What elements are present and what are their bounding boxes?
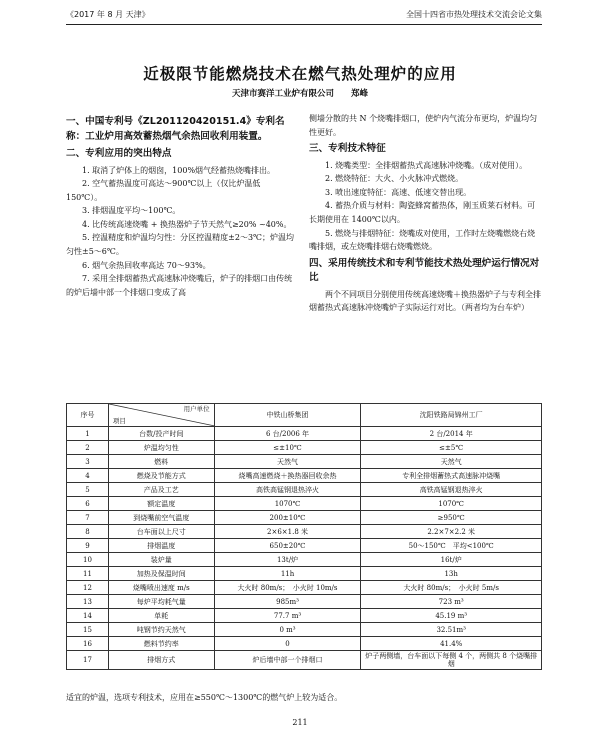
feature-item: 7. 采用全排烟蓄热式高速脉冲烧嘴后，炉子的排烟口由传统的炉后墙中部一个排烟口变成了高 bbox=[66, 274, 293, 297]
cell-no: 1 bbox=[67, 427, 109, 441]
table-row bbox=[67, 511, 542, 525]
cell-no: 8 bbox=[67, 525, 109, 539]
cell-item: 台数/投产时间 bbox=[108, 427, 214, 441]
table-row bbox=[67, 623, 542, 637]
cell-no: 11 bbox=[67, 567, 109, 581]
section-heading-1: 一、中国专利号《ZL201120420151.4》专利名称：工业炉用高效蓄热烟气余热回收利用装置。 bbox=[66, 116, 285, 142]
feature-item: 1. 烧嘴类型：全排烟蓄热式高速脉冲烧嘴。（成对使用）。 bbox=[325, 160, 528, 170]
cell-a: 大火时 80m/s； 小火时 10m/s bbox=[214, 581, 361, 595]
table-row bbox=[67, 525, 542, 539]
header-seq: 序号 bbox=[67, 404, 109, 427]
comparison-table bbox=[66, 403, 542, 670]
table-row bbox=[67, 427, 542, 441]
cell-b: 13h bbox=[361, 567, 542, 581]
table-row bbox=[67, 553, 542, 567]
header-company-a: 中铁山桥集团 bbox=[214, 404, 361, 427]
cell-no: 9 bbox=[67, 539, 109, 553]
cell-b: 天然气 bbox=[361, 455, 542, 469]
cell-no: 15 bbox=[67, 623, 109, 637]
feature-item: 2. 空气蓄热温度可高达～900℃以上（仅比炉温低150℃）。 bbox=[66, 179, 261, 202]
section-heading-4: 四、采用传统技术和专利节能技术热处理炉运行情况对比 bbox=[309, 257, 540, 284]
cell-item: 台车面以上尺寸 bbox=[108, 525, 214, 539]
cell-item: 炉温均匀性 bbox=[108, 441, 214, 455]
cell-a: 650±20℃ bbox=[214, 539, 361, 553]
feature-item: 1. 取消了炉体上的烟囱，100%烟气经蓄热烧嘴排出。 bbox=[82, 165, 276, 175]
cell-no: 17 bbox=[67, 651, 109, 670]
table-row bbox=[67, 441, 542, 455]
cell-no: 2 bbox=[67, 441, 109, 455]
section-heading-3: 三、专利技术特征 bbox=[309, 143, 386, 155]
cell-b: 大火时 80m/s； 小火时 5m/s bbox=[361, 581, 542, 595]
cell-a: 985m³ bbox=[214, 595, 361, 609]
cell-b: 50～150℃ 平均<100℃ bbox=[361, 539, 542, 553]
continued-paragraph: 侧墙分散的共 N 个烧嘴排烟口，使炉内气流分布更均，炉温均匀性更好。 bbox=[309, 114, 538, 137]
article-title: 近极限节能燃烧技术在燃气热处理炉的应用 bbox=[143, 65, 457, 83]
cell-item: 到烧嘴前空气温度 bbox=[108, 511, 214, 525]
feature-item: 6. 烟气余热回收率高达 70～93%。 bbox=[82, 260, 211, 270]
feature-item: 5. 燃烧与排烟特征：烧嘴成对使用，工作时左烧嘴燃烧右烧嘴排烟，或左烧嘴排烟右烧嘴燃烧。 bbox=[309, 228, 536, 252]
feature-item: 5. 控温精度和炉温均匀性：分区控温精度±2～3℃；炉温均匀性±5～6℃。 bbox=[66, 233, 295, 257]
cell-b: 高铁高锰钢退热淬火 bbox=[361, 483, 542, 497]
table-header-row bbox=[67, 404, 542, 427]
cell-b: ≤±5℃ bbox=[361, 441, 542, 455]
cell-no: 6 bbox=[67, 497, 109, 511]
table-row bbox=[67, 581, 542, 595]
table-row bbox=[67, 609, 542, 623]
cell-a: 烧嘴高速燃烧＋换热器回收余热 bbox=[214, 469, 361, 483]
cell-a: 0 bbox=[214, 637, 361, 651]
right-column bbox=[309, 112, 542, 315]
cell-a: 1070℃ bbox=[214, 497, 361, 511]
cell-a: 11h bbox=[214, 567, 361, 581]
header-item: 项目 bbox=[112, 417, 126, 425]
cell-a: 天然气 bbox=[214, 455, 361, 469]
feature-item: 4. 蓄热介质与材料：陶瓷蜂窝蓄热体，刚玉质莱石材料。可长期使用在 1400℃以内。 bbox=[309, 201, 536, 225]
cell-b: 723 m³ bbox=[361, 595, 542, 609]
header-diagonal-cell bbox=[108, 404, 214, 427]
table-row bbox=[67, 483, 542, 497]
cell-no: 16 bbox=[67, 637, 109, 651]
header-user: 用户单位 bbox=[183, 405, 210, 413]
cell-item: 产品及工艺 bbox=[108, 483, 214, 497]
cell-no: 7 bbox=[67, 511, 109, 525]
cell-a: ≤±10℃ bbox=[214, 441, 361, 455]
cell-item: 燃料 bbox=[108, 455, 214, 469]
table-row bbox=[67, 469, 542, 483]
section-heading-2: 二、专利应用的突出特点 bbox=[66, 148, 172, 159]
author-line: 天津市赛洋工业炉有限公司 郑峰 bbox=[231, 89, 368, 99]
feature-item: 4. 比传统高速烧嘴 + 换热器炉子节天然气≥20% ~40%。 bbox=[82, 219, 292, 229]
table-row bbox=[67, 455, 542, 469]
table-row bbox=[67, 567, 542, 581]
cell-b: 炉子两侧墙，台车面以下每侧 4 个，两侧共 8 个烧嘴排烟 bbox=[361, 651, 542, 670]
header-company-b: 沈阳铁路局锦州工厂 bbox=[361, 404, 542, 427]
feature-item: 3. 排烟温度平均～100℃。 bbox=[82, 206, 181, 216]
footnote: 适宜的炉温，选项专利技术，应用在≥550℃～1300℃的燃气炉上较为适合。 bbox=[66, 693, 343, 702]
cell-a: 13t/炉 bbox=[214, 553, 361, 567]
header-left: 《2017 年 8 月 天津》 bbox=[66, 10, 150, 19]
table-row bbox=[67, 595, 542, 609]
feature-item: 2. 燃烧特征：大火、小火脉冲式燃烧。 bbox=[325, 174, 464, 184]
cell-item: 排烟方式 bbox=[108, 651, 214, 670]
cell-item: 吨钢节约天然气 bbox=[108, 623, 214, 637]
running-header bbox=[66, 8, 542, 25]
feature-item: 3. 喷出速度特征：高速、低速交替出现。 bbox=[325, 187, 472, 197]
comparison-intro: 两个不同项目分别使用传统高速烧嘴＋换热器炉子与专利全排烟蓄热式高速脉冲烧嘴炉子实际运行对比。（两者均为台车炉） bbox=[309, 289, 541, 313]
header-right: 全国十四省市热处理技术交流会论文集 bbox=[406, 10, 542, 19]
cell-no: 14 bbox=[67, 609, 109, 623]
cell-item: 每炉平均耗气量 bbox=[108, 595, 214, 609]
cell-a: 炉后墙中部一个排烟口 bbox=[214, 651, 361, 670]
cell-b: 45.19 m³ bbox=[361, 609, 542, 623]
cell-a: 0 m³ bbox=[214, 623, 361, 637]
cell-no: 13 bbox=[67, 595, 109, 609]
cell-b: 1070℃ bbox=[361, 497, 542, 511]
cell-a: 2×6×1.8 米 bbox=[214, 525, 361, 539]
cell-b: 16t/炉 bbox=[361, 553, 542, 567]
table-row bbox=[67, 539, 542, 553]
cell-item: 燃烧及节能方式 bbox=[108, 469, 214, 483]
cell-item: 烧嘴喷出速度 m/s bbox=[108, 581, 214, 595]
cell-no: 4 bbox=[67, 469, 109, 483]
cell-a: 77.7 m³ bbox=[214, 609, 361, 623]
cell-b: 2.2×7×2.2 米 bbox=[361, 525, 542, 539]
cell-b: 41.4% bbox=[361, 637, 542, 651]
cell-b: 专利全排烟蓄热式高速脉冲烧嘴 bbox=[361, 469, 542, 483]
cell-no: 10 bbox=[67, 553, 109, 567]
cell-a: 6 台/2006 年 bbox=[214, 427, 361, 441]
cell-no: 3 bbox=[67, 455, 109, 469]
cell-a: 高铁高锰钢退热淬火 bbox=[214, 483, 361, 497]
cell-b: 32.51m³ bbox=[361, 623, 542, 637]
left-column bbox=[66, 112, 294, 299]
cell-item: 单耗 bbox=[108, 609, 214, 623]
cell-no: 12 bbox=[67, 581, 109, 595]
table-row bbox=[67, 497, 542, 511]
table-row bbox=[67, 637, 542, 651]
cell-b: ≥950℃ bbox=[361, 511, 542, 525]
cell-a: 200±10℃ bbox=[214, 511, 361, 525]
cell-item: 排烟温度 bbox=[108, 539, 214, 553]
cell-b: 2 台/2014 年 bbox=[361, 427, 542, 441]
page-number: 211 bbox=[292, 718, 308, 727]
cell-item: 加热及保温时间 bbox=[108, 567, 214, 581]
cell-no: 5 bbox=[67, 483, 109, 497]
cell-item: 装炉量 bbox=[108, 553, 214, 567]
table-row bbox=[67, 651, 542, 670]
cell-item: 额定温度 bbox=[108, 497, 214, 511]
cell-item: 燃料节约率 bbox=[108, 637, 214, 651]
